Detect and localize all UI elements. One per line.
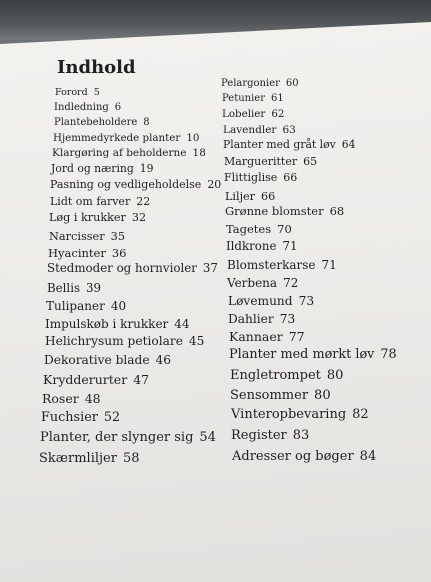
toc-entry-left xyxy=(50,196,150,207)
toc-entry-title: Engletrompet xyxy=(230,368,321,383)
toc-entry-page-number: 78 xyxy=(380,347,397,362)
toc-entry-right xyxy=(230,389,331,402)
toc-entry-page-number: 46 xyxy=(155,353,172,367)
toc-entry-title: Roser xyxy=(42,391,79,406)
toc-entry-left xyxy=(43,374,149,387)
toc-entry-right xyxy=(231,408,369,421)
toc-entry-title: Løg i krukker xyxy=(49,211,126,224)
toc-entry-left xyxy=(46,300,126,312)
toc-entry-page-number: 73 xyxy=(279,312,296,326)
toc-entry-left xyxy=(42,393,101,406)
toc-entry-page-number: 80 xyxy=(314,388,331,403)
toc-entry-page-number: 70 xyxy=(277,222,292,236)
toc-entry-page-number: 36 xyxy=(111,246,127,260)
toc-entry-title: Dekorative blade xyxy=(44,353,150,367)
toc-entry-left xyxy=(51,164,154,175)
toc-entry-right xyxy=(230,369,343,382)
toc-entry-title: Bellis xyxy=(47,281,81,295)
toc-entry-page-number: 10 xyxy=(186,132,200,144)
toc-entry-page-number: 32 xyxy=(131,211,147,224)
toc-entry-page-number: 5 xyxy=(93,87,100,98)
toc-entry-page-number: 80 xyxy=(326,368,344,383)
toc-entry-page-number: 73 xyxy=(298,294,315,308)
toc-entry-page-number: 84 xyxy=(359,449,377,464)
toc-entry-title: Narcisser xyxy=(49,230,105,243)
toc-entry-page-number: 58 xyxy=(122,451,140,466)
toc-entry-title: Register xyxy=(231,428,287,443)
toc-entry-page-number: 71 xyxy=(321,258,337,272)
toc-entry-page-number: 35 xyxy=(110,230,126,243)
toc-entry-left xyxy=(44,354,171,366)
toc-entry-right xyxy=(223,140,356,151)
toc-entry-page-number: 77 xyxy=(288,329,305,344)
toc-entry-right xyxy=(231,429,309,442)
toc-entry-title: Hjemmedyrkede planter xyxy=(53,132,181,144)
toc-entry-right xyxy=(224,172,297,183)
toc-entry-title: Flittiglise xyxy=(224,171,278,184)
toc-entry-title: Pasning og vedligeholdelse xyxy=(50,178,202,191)
toc-entry-page-number: 19 xyxy=(139,162,154,175)
toc-entry-title: Liljer xyxy=(225,190,256,203)
toc-entry-page-number: 45 xyxy=(188,334,205,348)
toc-entry-page-number: 61 xyxy=(271,93,284,104)
toc-entry-title: Helichrysum petiolare xyxy=(45,334,183,348)
toc-entry-left xyxy=(53,133,199,143)
toc-entry-right xyxy=(226,224,292,236)
toc-entry-left xyxy=(41,412,120,425)
toc-entry-left xyxy=(55,88,100,98)
toc-entry-title: Planter med gråt løv xyxy=(223,138,336,151)
toc-entry-title: Tagetes xyxy=(226,222,272,236)
toc-entry-page-number: 47 xyxy=(133,372,150,387)
toc-entry-right xyxy=(226,241,297,253)
toc-entry-title: Forord xyxy=(55,87,88,98)
toc-entry-title: Skærmliljer xyxy=(39,451,117,466)
toc-entry-page-number: 83 xyxy=(292,428,310,443)
toc-entry-right xyxy=(227,277,298,289)
toc-entry-title: Løvemund xyxy=(228,294,293,308)
toc-entry-left xyxy=(49,231,125,242)
toc-entry-title: Sensommer xyxy=(230,388,309,403)
toc-entry-title: Kannaer xyxy=(229,329,283,344)
toc-entry-page-number: 72 xyxy=(283,276,299,290)
toc-entry-title: Grønne blomster xyxy=(225,204,324,218)
toc-entry-title: Lidt om farver xyxy=(50,195,131,208)
toc-entry-right xyxy=(221,79,299,89)
toc-entry-page-number: 37 xyxy=(202,261,218,275)
page-title: Indhold xyxy=(57,57,136,78)
toc-entry-right xyxy=(228,313,295,325)
toc-entry-title: Vinteropbevaring xyxy=(231,407,347,422)
toc-entry-page-number: 54 xyxy=(199,430,216,445)
toc-entry-left xyxy=(54,118,150,128)
toc-entry-title: Stedmoder og hornvioler xyxy=(47,261,197,275)
toc-entry-right xyxy=(225,191,275,202)
toc-entry-title: Krydderurter xyxy=(43,372,128,387)
toc-entry-page-number: 52 xyxy=(103,410,121,425)
toc-entry-right xyxy=(227,259,337,271)
toc-entry-page-number: 62 xyxy=(271,108,285,120)
toc-entry-left xyxy=(50,179,221,190)
toc-entry-title: Tulipaner xyxy=(46,299,105,313)
toc-entry-right xyxy=(229,331,305,344)
toc-entry-left xyxy=(48,248,126,260)
toc-entry-page-number: 39 xyxy=(86,281,102,295)
toc-entry-page-number: 63 xyxy=(282,124,296,136)
toc-entry-title: Planter med mørkt løv xyxy=(229,347,375,362)
toc-entry-page-number: 18 xyxy=(192,147,206,159)
toc-entry-title: Margueritter xyxy=(224,155,298,168)
toc-entry-title: Verbena xyxy=(227,276,278,290)
toc-entry-page-number: 22 xyxy=(136,195,151,208)
toc-entry-page-number: 6 xyxy=(114,102,122,113)
toc-entry-page-number: 48 xyxy=(84,391,101,406)
toc-entry-right xyxy=(223,125,296,136)
toc-entry-left xyxy=(49,212,146,223)
toc-entry-title: Fuchsier xyxy=(41,410,98,425)
toc-entry-title: Indledning xyxy=(54,102,109,113)
toc-entry-right xyxy=(228,295,314,307)
toc-entry-title: Adresser og bøger xyxy=(232,449,354,464)
toc-entry-right xyxy=(222,109,284,119)
toc-entry-left xyxy=(52,148,206,159)
toc-entry-title: Pelargonier xyxy=(221,78,280,89)
toc-entry-page-number: 71 xyxy=(282,239,298,253)
toc-entry-page-number: 20 xyxy=(207,178,222,191)
toc-entry-title: Planter, der slynger sig xyxy=(40,430,194,445)
toc-entry-title: Klargøring af beholderne xyxy=(52,147,187,159)
toc-entry-right xyxy=(232,450,376,463)
toc-entry-right xyxy=(225,206,344,218)
toc-entry-title: Jord og næring xyxy=(51,162,134,175)
toc-entry-title: Hyacinter xyxy=(48,246,106,260)
toc-entry-right xyxy=(229,349,397,362)
toc-entry-page-number: 8 xyxy=(143,117,150,128)
toc-entry-title: Dahlier xyxy=(228,312,274,326)
toc-entry-title: Plantebeholdere xyxy=(54,117,138,128)
toc-entry-page-number: 64 xyxy=(341,138,356,151)
toc-entry-right xyxy=(222,94,284,104)
toc-entry-page-number: 40 xyxy=(110,299,127,313)
toc-entry-left xyxy=(47,263,218,275)
toc-entry-title: Blomsterkarse xyxy=(227,258,316,272)
toc-entry-title: Lobelier xyxy=(222,108,266,120)
toc-entry-left xyxy=(40,431,216,444)
toc-entry-right xyxy=(224,156,317,167)
toc-entry-page-number: 66 xyxy=(283,171,298,184)
toc-entry-title: Ildkrone xyxy=(226,239,277,253)
toc-entry-title: Lavendler xyxy=(223,124,277,136)
toc-entry-left xyxy=(54,103,121,113)
toc-entry-page-number: 68 xyxy=(329,204,345,218)
toc-entry-page-number: 44 xyxy=(174,317,190,331)
toc-entry-title: Petunier xyxy=(222,93,265,104)
toc-entry-page-number: 82 xyxy=(352,407,369,422)
toc-entry-left xyxy=(39,452,140,465)
toc-entry-page-number: 65 xyxy=(303,155,318,168)
toc-entry-left xyxy=(45,318,190,330)
toc-entry-left xyxy=(45,335,204,347)
toc-entry-page-number: 60 xyxy=(285,78,299,89)
toc-entry-left xyxy=(47,283,101,295)
toc-entry-page-number: 66 xyxy=(261,190,276,203)
toc-entry-title: Impulskøb i krukker xyxy=(45,317,169,331)
